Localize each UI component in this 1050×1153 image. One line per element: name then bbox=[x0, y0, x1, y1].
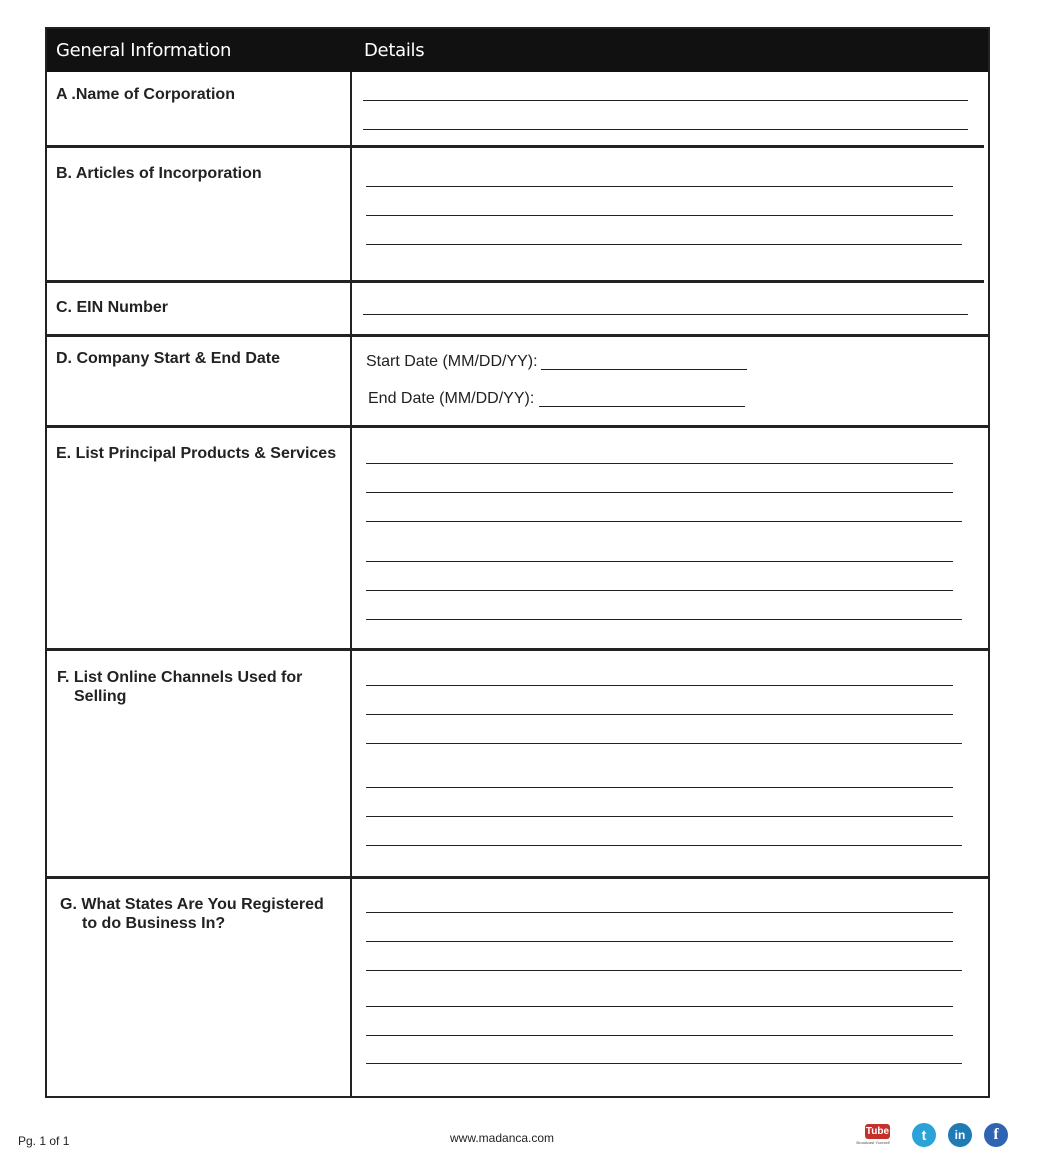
corporation-name-line-1[interactable] bbox=[363, 100, 968, 101]
label-company-start-end-date: D. Company Start & End Date bbox=[56, 350, 281, 367]
start-date-field[interactable] bbox=[541, 369, 747, 370]
end-date-label: End Date (MM/DD/YY): bbox=[368, 390, 535, 407]
ein-number-line[interactable] bbox=[363, 314, 968, 315]
label-principal-products-services: E. List Principal Products & Services bbox=[56, 445, 337, 462]
label-articles-of-incorporation: B. Articles of Incorporation bbox=[56, 165, 262, 182]
youtube-tagline: Broadcast Yourself bbox=[856, 1140, 890, 1145]
states-line-6[interactable] bbox=[366, 1063, 962, 1064]
facebook-icon[interactable]: f bbox=[984, 1123, 1008, 1147]
products-line-3[interactable] bbox=[366, 521, 962, 522]
corporation-name-line-2[interactable] bbox=[363, 129, 968, 130]
youtube-logo-badge: Tube bbox=[865, 1126, 890, 1137]
header-general-information: General Information bbox=[56, 40, 232, 61]
column-divider bbox=[350, 72, 352, 1096]
articles-line-2[interactable] bbox=[366, 215, 953, 216]
states-line-1[interactable] bbox=[366, 912, 953, 913]
row-divider bbox=[47, 334, 988, 337]
articles-line-3[interactable] bbox=[366, 244, 962, 245]
general-information-form bbox=[45, 27, 990, 1098]
row-divider bbox=[47, 280, 984, 283]
products-line-6[interactable] bbox=[366, 619, 962, 620]
products-line-5[interactable] bbox=[366, 590, 953, 591]
row-divider bbox=[47, 876, 988, 879]
end-date-field[interactable] bbox=[539, 406, 745, 407]
label-registered-states-line-2: to do Business In? bbox=[82, 915, 226, 932]
states-line-4[interactable] bbox=[366, 1006, 953, 1007]
channels-line-5[interactable] bbox=[366, 816, 953, 817]
channels-line-6[interactable] bbox=[366, 845, 962, 846]
articles-line-1[interactable] bbox=[366, 186, 953, 187]
channels-line-4[interactable] bbox=[366, 787, 953, 788]
row-divider bbox=[47, 648, 988, 651]
channels-line-1[interactable] bbox=[366, 685, 953, 686]
row-divider bbox=[47, 425, 988, 428]
header-details: Details bbox=[364, 40, 425, 61]
table-header bbox=[47, 29, 988, 72]
states-line-2[interactable] bbox=[366, 941, 953, 942]
states-line-3[interactable] bbox=[366, 970, 962, 971]
label-online-channels-line-1: F. List Online Channels Used for bbox=[57, 669, 303, 686]
label-name-of-corporation: A .Name of Corporation bbox=[56, 86, 235, 103]
youtube-icon[interactable] bbox=[852, 1124, 894, 1148]
states-line-5[interactable] bbox=[366, 1035, 953, 1036]
website-link[interactable]: www.madanca.com bbox=[450, 1131, 555, 1145]
start-date-label: Start Date (MM/DD/YY): bbox=[366, 353, 538, 370]
channels-line-3[interactable] bbox=[366, 743, 962, 744]
products-line-4[interactable] bbox=[366, 561, 953, 562]
channels-line-2[interactable] bbox=[366, 714, 953, 715]
label-registered-states-line-1: G. What States Are You Registered bbox=[60, 896, 324, 913]
products-line-2[interactable] bbox=[366, 492, 953, 493]
products-line-1[interactable] bbox=[366, 463, 953, 464]
label-online-channels-line-2: Selling bbox=[74, 688, 127, 705]
page-number: Pg. 1 of 1 bbox=[18, 1134, 70, 1148]
linkedin-icon[interactable]: in bbox=[948, 1123, 972, 1147]
row-divider bbox=[47, 145, 984, 148]
twitter-icon[interactable]: t bbox=[912, 1123, 936, 1147]
label-ein-number: C. EIN Number bbox=[56, 299, 169, 316]
